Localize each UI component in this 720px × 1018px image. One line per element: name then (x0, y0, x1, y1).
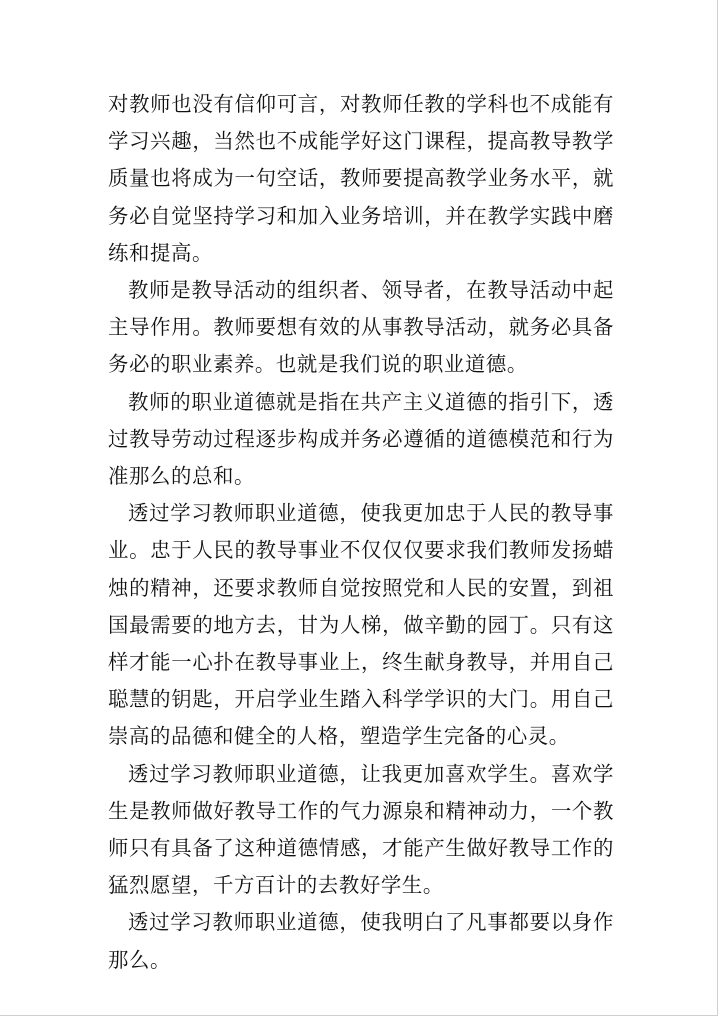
paragraph-5: 透过学习教师职业道德，让我更加喜欢学生。喜欢学生是教师做好教导工作的气力源泉和精神动力，一个教师只有具备了这种道德情感，才能产生做好教导工作的猛烈愿望，千方百计的去教好学生。 (108, 761, 614, 898)
paragraph-2: 教师是教导活动的组织者、领导者，在教导活动中起主导作用。教师要想有效的从事教导活动，就务必具备务必的职业素养。也就是我们说的职业道德。 (108, 278, 614, 377)
document-body (108, 86, 614, 979)
paragraph-4: 透过学习教师职业道德，使我更加忠于人民的教导事业。忠于人民的教导事业不仅仅仅要求我们教师发扬蜡烛的精神，还要求教师自觉按照党和人民的安置，到祖国最需要的地方去，甘为人梯，做辛勤的园丁。只有这样才能一心扑在教导事业上，终生献身教导，并用自己聪慧的钥匙，开启学业生踏入科学学识的大门。用自己崇高的品德和健全的人格，塑造学生完备的心灵。 (108, 501, 614, 749)
paragraph-6: 透过学习教师职业道德，使我明白了凡事都要以身作那么。 (108, 910, 614, 972)
paragraph-3: 教师的职业道德就是指在共产主义道德的指引下，透过教导劳动过程逐步构成并务必遵循的道德模范和行为准那么的总和。 (108, 389, 614, 489)
paragraph-1: 对教师也没有信仰可言，对教师任教的学科也不成能有学习兴趣，当然也不成能学好这门课程，提高教导教学质量也将成为一句空话，教师要提高教学业务水平，就务必自觉坚持学习和加入业务培训，并在教学实践中磨练和提高。 (108, 92, 614, 265)
